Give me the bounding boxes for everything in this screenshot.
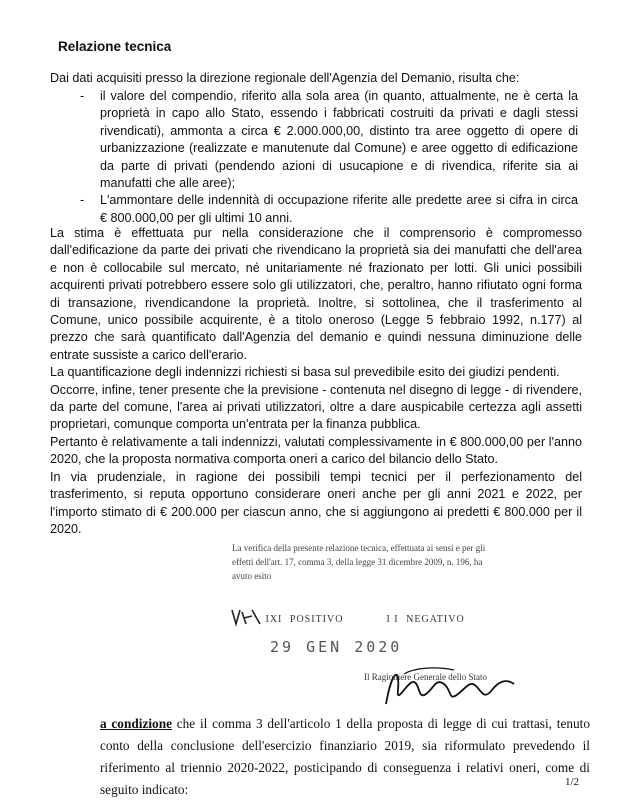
negativo-label: NEGATIVO xyxy=(406,614,465,625)
closing-paragraph xyxy=(100,713,590,801)
list-item xyxy=(80,192,578,227)
page-number: 1/2 xyxy=(565,776,580,788)
positivo-checkbox-mark: IXI xyxy=(265,614,283,625)
paragraph: La quantificazione degli indennizzi richiesti si basa sul prevedibile esito dei giudizi pendenti. xyxy=(50,365,560,380)
paragraph: La stima è effettuata pur nella considerazione che il comprensorio è compromesso dall'edificazione da parte dei privati che rivendicano la proprietà sia dei manufatti che dell'area e non è collocabile sul mercato, né unitariamente né frazionato per lotti. Gli unici possibili acquirenti privati potrebbero essere solo gli utilizzatori, che, peraltro, hanno rifiutato ogni forma di transazione, rivendicandone la proprietà. Inoltre, si sottolinea, che il trasferimento al Comune, unico possibile acquirente, è a titolo oneroso (Legge 5 febbraio 1992, n.177) al prezzo che sarà quantificato dall'Agenzia del demanio e quindi nessuna diminuzione delle entrate sussiste a carico dell'erario. xyxy=(50,226,582,362)
certification-line: effetti dell'art. 17, comma 3, della legge 31 dicembre 2009, n. 196, ha xyxy=(232,557,483,567)
list-item xyxy=(80,88,578,192)
body-text xyxy=(50,225,582,538)
negativo-checkbox-mark: I I xyxy=(386,614,399,625)
signature-icon xyxy=(374,660,524,712)
document-title: Relazione tecnica xyxy=(58,39,172,54)
signatory-label: Il Ragioniere Generale dello Stato xyxy=(364,672,487,682)
bullet-text: L'ammontare delle indennità di occupazione riferite alle predette aree si cifra in circa € 800.000,00 per gli ultimi 10 anni. xyxy=(100,193,578,225)
certification-line: avuto esito xyxy=(232,571,272,581)
date-stamp: 29 GEN 2020 xyxy=(270,638,403,656)
certification-line: La verifica della presente relazione tecnica, effettuata ai sensi e per gli xyxy=(232,543,486,553)
positivo-label: POSITIVO xyxy=(289,614,344,625)
dash-icon: - xyxy=(80,193,85,208)
paragraph: Pertanto è relativamente a tali indennizzi, valutati complessivamente in € 800.000,00 per l'anno 2020, che la proposta normativa comporta oneri a carico del bilancio dello Stato. xyxy=(50,434,582,467)
paragraph: In via prudenziale, in ragione dei possibili tempi tecnici per il perfezionamento del trasferimento, si reputa opportuno considerare oneri anche per gli anni 2021 e 2022, per l'importo stimato di € 200.000 per ciascun anno, che si aggiungono ai predetti € 800.000 per il 2020. xyxy=(50,469,582,536)
bullet-list xyxy=(80,88,578,227)
dash-icon: - xyxy=(80,89,85,103)
outcome-stamp xyxy=(232,614,512,625)
certification-stamp xyxy=(232,541,502,583)
intro-paragraph: Dai dati acquisiti presso la direzione regionale dell'Agenzia del Demanio, risulta che: xyxy=(50,71,520,85)
condition-heading: a condizione xyxy=(100,716,172,731)
bullet-text: il valore del compendio, riferito alla sola area (in quanto, attualmente, ne è certa la proprietà in capo allo Stato, essendo i fabbricati costruiti da privati e dagli stessi rivendicati), ammonta a circa € 2.000.000,00, distinto tra aree oggetto di opere di urbanizzazione (realizzate e manutenute dal Comune) e aree oggetto di edificazione da parte di privati (pendendo azioni di usucapione e di rivendica, riferite sia ai manufatti che alle aree); xyxy=(100,89,578,191)
paragraph: Occorre, infine, tener presente che la previsione - contenuta nel disegno di legge - di rivendere, da parte del comune, l'area ai privati utilizzatori, oltre a dare auspicabile certezza agli assetti proprietari, comunque comporta un'entrata per la finanza pubblica. xyxy=(50,382,582,432)
closing-text: che il comma 3 dell'articolo 1 della proposta di legge di cui trattasi, tenuto conto della conclusione dell'esercizio finanziario 2019, sia riformulato prevedendo il riferimento al triennio 2020-2022, posticipando di conseguenza i relativi oneri, come di seguito indicato: xyxy=(100,716,590,797)
